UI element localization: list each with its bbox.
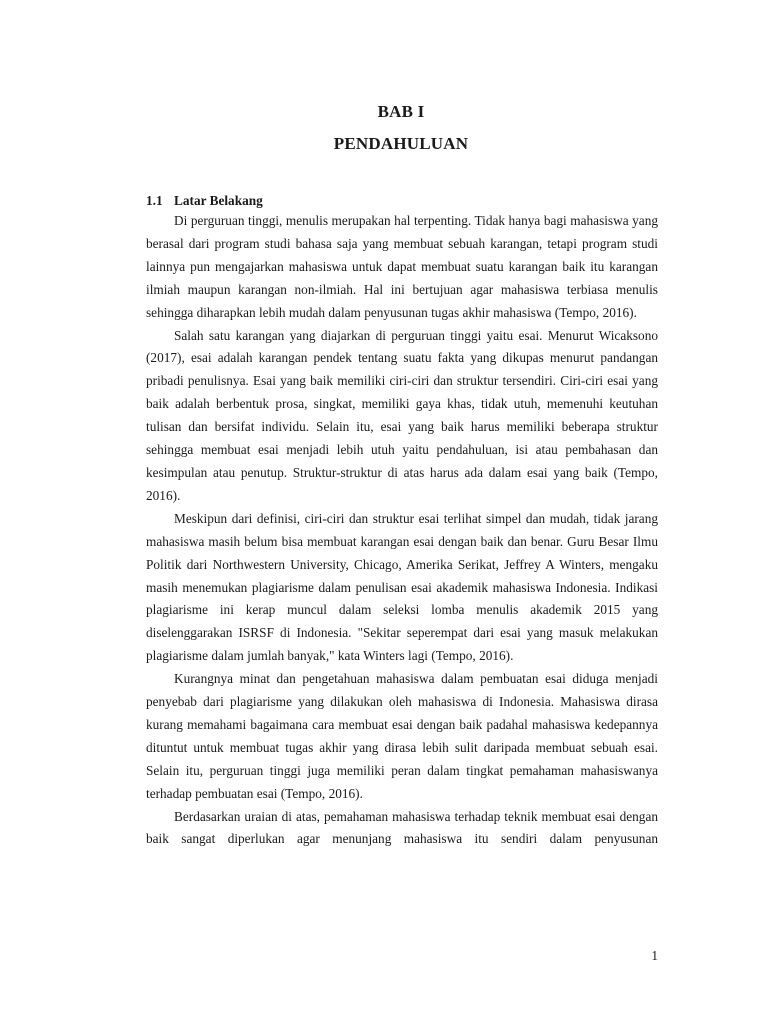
paragraph-3: Meskipun dari definisi, ciri-ciri dan struktur esai terlihat simpel dan mudah, tidak jarang mahasiswa masih belum bisa membuat karangan esai dengan baik dan benar. Guru Besar Ilmu Politik dari Northwestern University, Chicago, Amerika Serikat, Jeffrey A Winters, mengaku masih menemukan plagiarisme dalam penulisan esai akademik mahasiswa Indonesia. Indikasi plagiarisme ini kerap muncul dalam seleksi lomba menulis akademik 2015 yang diselenggarakan ISRSF di Indonesia. "Sekitar seperempat dari esai yang masuk melakukan plagiarisme dalam jumlah banyak," kata Winters lagi (Tempo, 2016). xyxy=(146,510,658,664)
chapter-number: BAB I xyxy=(377,102,425,121)
paragraph-2: Salah satu karangan yang diajarkan di perguruan tinggi yaitu esai. Menurut Wicaksono (2017), esai adalah karangan pendek tentang suatu fakta yang dikupas menurut pandangan pribadi penulisnya. Esai yang baik memiliki ciri-ciri dan struktur tersendiri. Ciri-ciri esai yang baik adalah berbentuk prosa, singkat, memiliki gaya khas, tidak utuh, memenuhi keutuhan tulisan dan bersifat individu. Selain itu, esai yang baik harus memiliki beberapa struktur sehingga membuat esai menjadi lebih utuh yaitu pendahuluan, isi atau pembahasan dan kesimpulan atau penutup. Struktur-struktur di atas harus ada dalam esai yang baik (Tempo, 2016). xyxy=(146,327,658,503)
section-number: 1.1 xyxy=(146,193,163,208)
body-text xyxy=(146,210,658,851)
paragraph-1: Di perguruan tinggi, menulis merupakan hal terpenting. Tidak hanya bagi mahasiswa yang berasal dari program studi bahasa saja yang membuat sebuah karangan, tetapi program studi lainnya pun mengajarkan mahasiswa untuk dapat membuat suatu karangan baik itu karangan ilmiah maupun karangan non-ilmiah. Hal ini bertujuan agar mahasiswa terbiasa menulis sehingga diharapkan lebih mudah dalam penyusunan tugas akhir mahasiswa (Tempo, 2016). xyxy=(146,213,658,320)
chapter-title: PENDAHULUAN xyxy=(333,134,469,153)
paragraph-4: Kurangnya minat dan pengetahuan mahasiswa dalam pembuatan esai diduga menjadi penyebab dari plagiarisme yang dilakukan oleh mahasiswa di Indonesia. Mahasiswa dirasa kurang memahami bagaimana cara membuat esai dengan baik padahal mahasiswa kedepannya dituntut untuk membuat tugas akhir yang dirasa lebih sulit daripada membuat sebuah esai. Selain itu, perguruan tinggi juga memiliki peran dalam tingkat pemahaman mahasiswanya terhadap pembuatan esai (Tempo, 2016). xyxy=(146,671,658,801)
section-title: Latar Belakang xyxy=(174,193,263,208)
section-heading xyxy=(146,193,263,209)
paragraph-5: Berdasarkan uraian di atas, pemahaman mahasiswa terhadap teknik membuat esai dengan baik sangat diperlukan agar menunjang mahasiswa itu sendiri dalam penyusunan xyxy=(146,808,658,847)
page-number: 1 xyxy=(651,948,658,963)
